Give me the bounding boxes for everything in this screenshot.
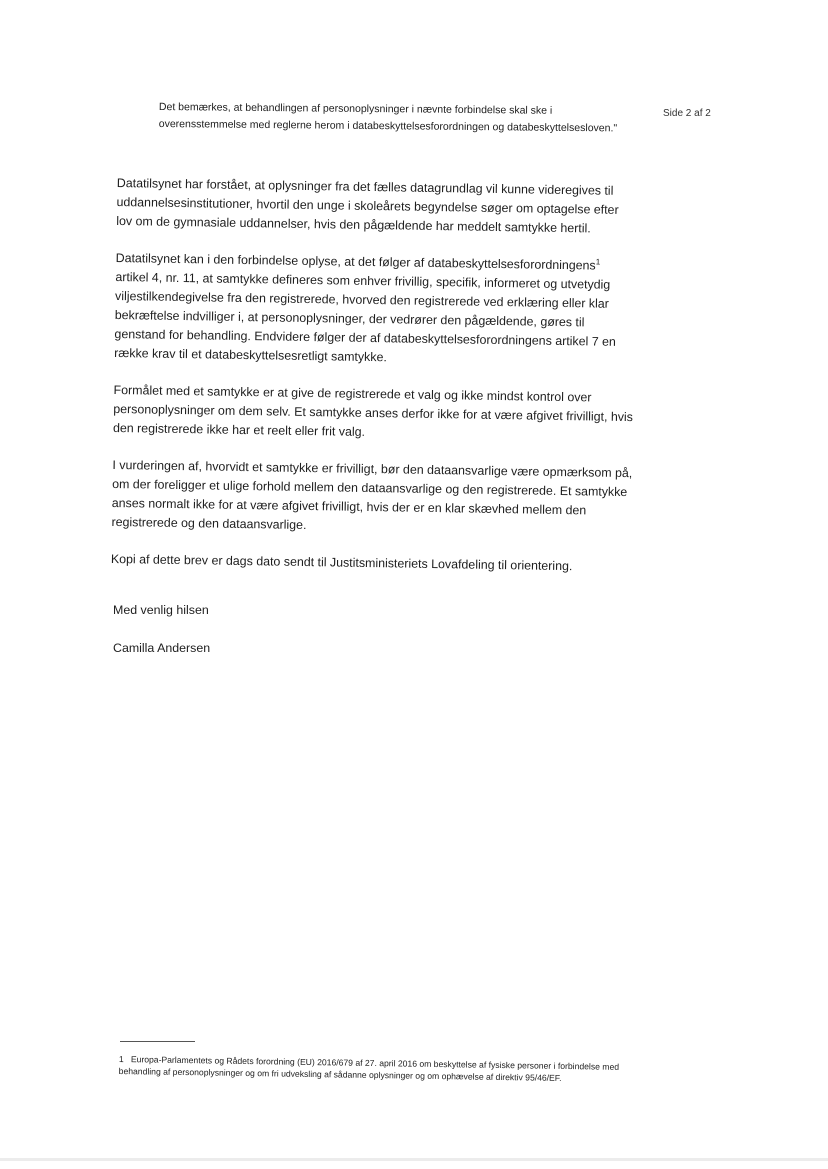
quoted-text: Det bemærkes, at behandlingen af personoplysninger i nævnte forbindelse skal ske i overensstemmelse med reglerne herom i databeskyttelsesforordningen og databeskyttelsesloven." <box>158 100 618 135</box>
paragraph-consent-text-a: Datatilsynet kan i den forbindelse oplyse, at det følger af databeskyttelsesforordningens <box>115 250 596 273</box>
footnote-number: 1 <box>118 1053 124 1065</box>
paragraph-consent-purpose: Formålet med et samtykke er at give de registrerede et valg og ikke mindst kontrol over personoplysninger om dem selv. Et samtykke anses derfor ikke for at være afgivet frivilligt, hvis den registrerede ikke har et reelt eller frit valg. <box>112 382 634 439</box>
footnote-divider <box>120 1041 195 1042</box>
letter-body <box>111 174 637 595</box>
footnote <box>119 1053 624 1085</box>
footnote-reference: 1 <box>595 257 601 267</box>
paragraph-consent-definition <box>114 249 636 371</box>
signature-name: Camilla Andersen <box>113 641 211 655</box>
scan-edge-shadow <box>0 1158 828 1161</box>
paragraph-consent-text-b: artikel 4, nr. 11, at samtykke defineres som enhver frivillig, specifik, informeret og utvetydig viljestilkendegivelse fra den registrerede, hvorved den registrerede ved erklæring eller klar bekræftelse indvilliger i, at personoplysninger, der vedrører den pågældende, gøres til genstand for behandling. Endvidere følger der af databeskyttelsesforordningens artikel 7 en række krav til et databeskyttelsesretligt samtykke. <box>114 269 616 365</box>
paragraph-data-sharing: Datatilsynet har forstået, at oplysninger fra det fælles datagrundlag vil kunne videregives til uddannelsesinstitutioner, hvortil den unge i skoleårets begyndelse søger om optagelse efter lov om de gymnasiale uddannelser, hvis den pågældende har meddelt samtykke hertil. <box>116 175 619 236</box>
page-number: Side 2 af 2 <box>663 108 711 119</box>
paragraph-copy-notice: Kopi af dette brev er dags dato sendt til Justitsministeriets Lovafdeling til orientering. <box>110 551 573 574</box>
footnote-text: Europa-Parlamentets og Rådets forordning (EU) 2016/679 af 27. april 2016 om beskyttelse af fysiske personer i forbindelse med behandling af personoplysninger og om fri udveksling af sådanne oplysninger og om ophævelse af direktiv 95/46/EF. <box>118 1054 620 1083</box>
paragraph-voluntary-assessment: I vurderingen af, hvorvidt et samtykke er frivilligt, bør den dataansvarlige være opmærksom på, om der foreligger et ulige forhold mellem den dataansvarlige og den registrerede. Et samtykke anses normalt ikke for at være afgivet frivilligt, hvis der er en klar skævhed mellem den registrerede og den dataansvarlige. <box>111 457 633 533</box>
closing-greeting: Med venlig hilsen <box>113 603 209 617</box>
